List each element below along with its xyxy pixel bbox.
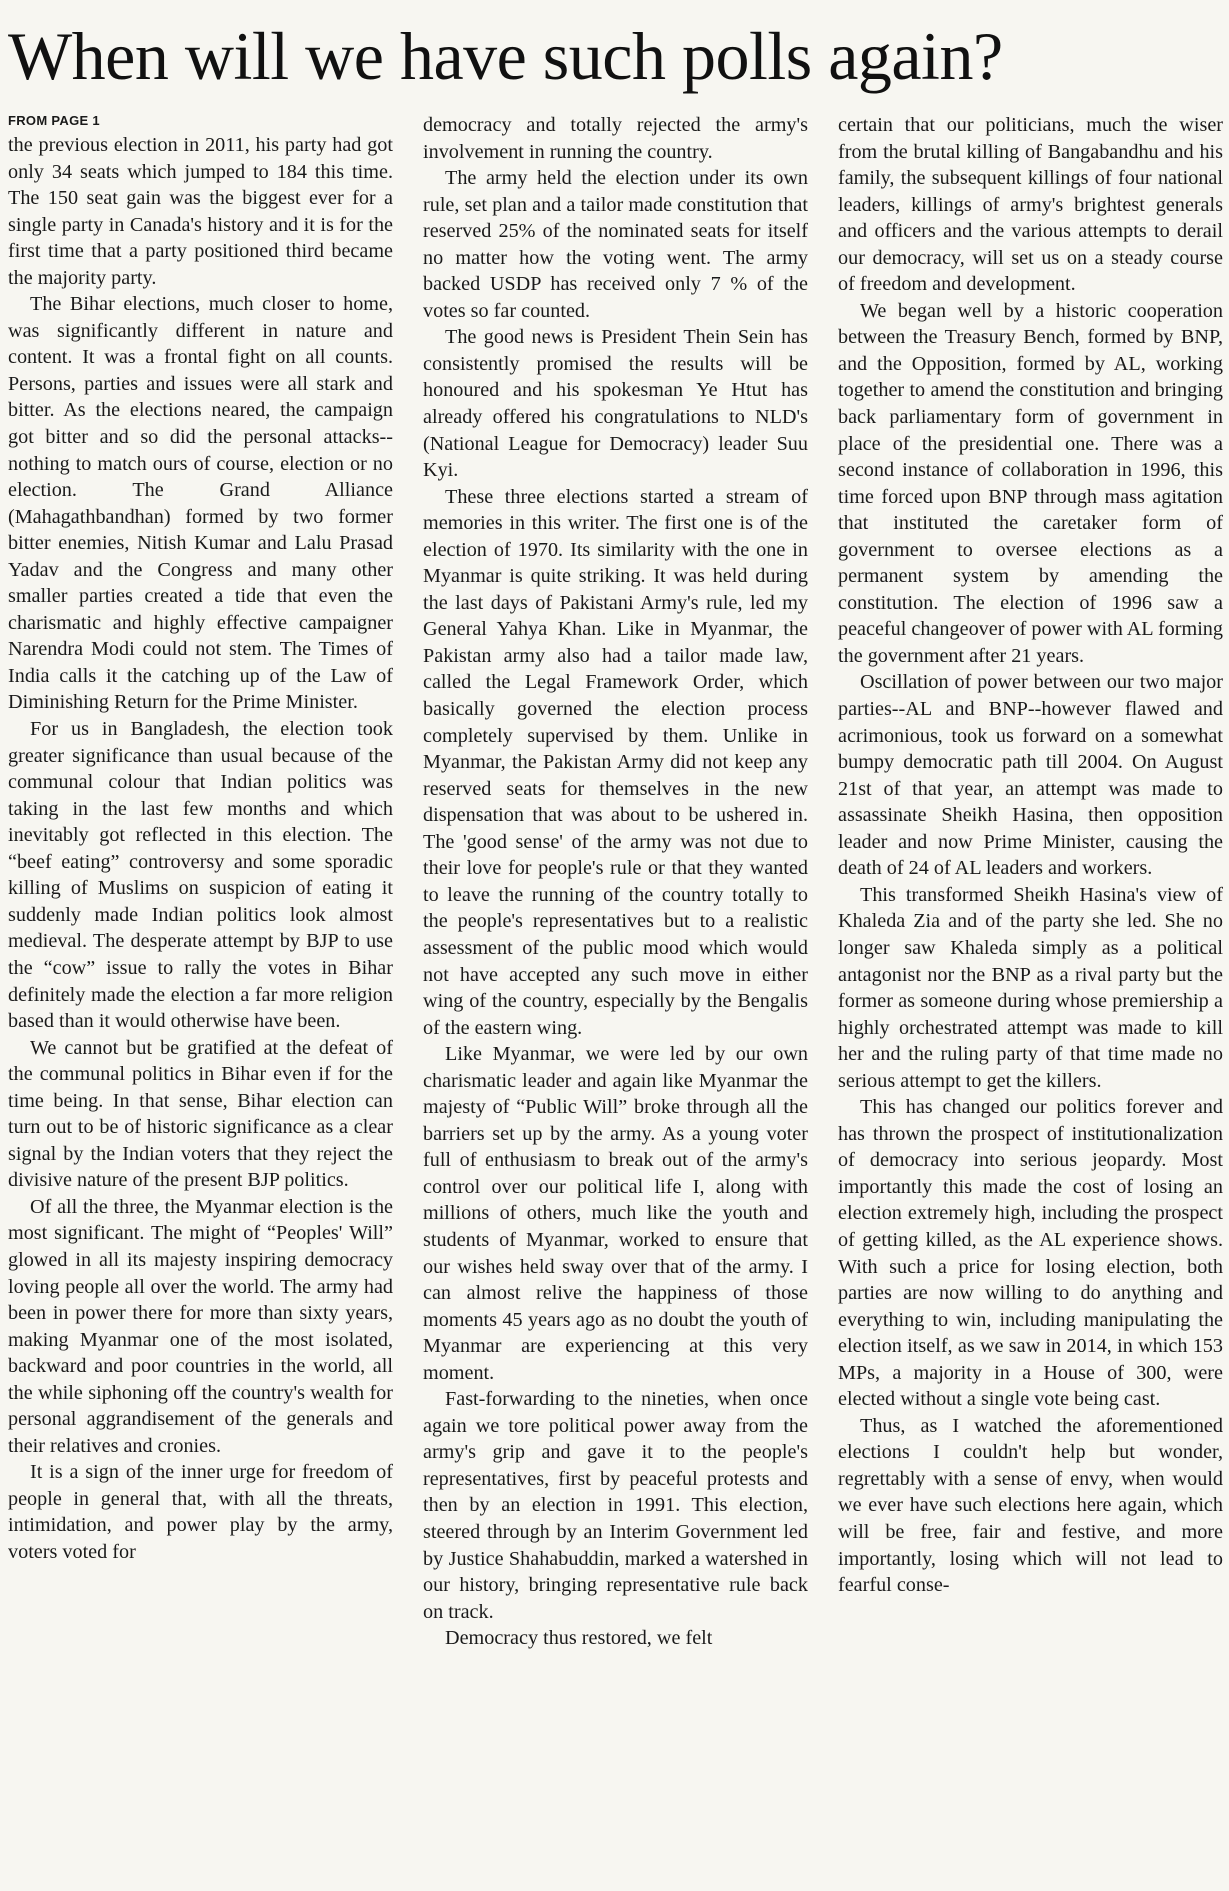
paragraph: We began well by a historic cooperation between the Treasury Bench, formed by BNP, and the Opposition, formed by AL, working together to amend the constitution and bringing back parliamentary form of government in place of the presidential one. There was a second instance of collaboration in 1996, this time forced upon BNP through mass agitation that instituted the caretaker form of government to oversee elections as a permanent system by amending the constitution. The election of 1996 saw a peaceful changeover of power with AL forming the government after 21 years. [838,299,1223,667]
paragraph: This has changed our politics forever and has thrown the prospect of institutionalization of democracy into serious jeopardy. Most importantly this made the cost of losing an election extremely high, including the prospect of getting killed, as the AL experience shows. With such a price for losing election, both parties are now willing to do anything and everything to win, including manipulating the election itself, as we saw in 2014, in which 153 MPs, a majority in a House of 300, were elected without a single vote being cast. [838,1096,1223,1411]
column-1 [8,112,393,1891]
paragraph: Oscillation of power between our two major parties--AL and BNP--however flawed and acrimonious, took us forward on a somewhat bumpy democratic path till 2004. On August 21st of that year, an attempt was made to assassinate Sheikh Hasina, then opposition leader and now Prime Minister, causing the death of 24 of AL leaders and workers. [838,671,1223,880]
paragraph: certain that our politicians, much the wiser from the brutal killing of Bangabandhu and his family, the subsequent killings of four national leaders, killings of army's brightest generals and officers and the various attempts to derail our democracy, will set us on a steady course of freedom and development. [838,114,1223,296]
article-body [8,112,1223,1891]
paragraph: Democracy thus restored, we felt [445,1627,713,1650]
continuation-kicker: FROM PAGE 1 [8,113,100,128]
paragraph: These three elections started a stream of memories in this writer. The first one is of the election of 1970. Its similarity with the one in Myanmar is quite striking. It was held during the last days of Pakistani Army's rule, led my General Yahya Khan. Like in Myanmar, the Pakistan army also had a tailor made law, called the Legal Framework Order, which basically governed the election process completely supervised by them. Unlike in Myanmar, the Pakistan Army did not keep any reserved seats for themselves in the new dispensation that was about to be ushered in. The 'good sense' of the army was not due to their love for people's rule or that they wanted to leave the running of the country totally to the people's representatives but to a realistic assessment of the public mood which would not have accepted any such move in either wing of the country, especially by the Bengalis of the eastern wing. [423,485,808,1039]
headline: When will we have such polls again? [8,18,1003,94]
paragraph: Of all the three, the Myanmar election is the most significant. The might of “Peoples' Will” glowed in all its majesty inspiring democracy loving people all over the world. The army had been in power there for more than sixty years, making Myanmar one of the most isolated, backward and poor countries in the world, all the while siphoning off the country's wealth for personal aggrandisement of the generals and their relatives and cronies. [8,1195,393,1457]
paragraph: Thus, as I watched the aforementioned elections I couldn't help but wonder, regrettably with a sense of envy, when would we ever have such elections here again, which will be free, fair and festive, and more importantly, losing which will not lead to fearful conse- [838,1414,1223,1597]
paragraph: The Bihar elections, much closer to home, was significantly different in nature and content. It was a frontal fight on all counts. Persons, parties and issues were all stark and bitter. As the elections neared, the campaign got bitter and so did the personal attacks--nothing to match ours of course, election or no election. The Grand Alliance (Mahagathbandhan) formed by two former bitter enemies, Nitish Kumar and Lalu Prasad Yadav and the Congress and many other smaller parties created a tide that even the charismatic and highly effective campaigner Narendra Modi could not stem. The Times of India calls it the catching up of the Law of Diminishing Return for the Prime Minister. [8,293,393,714]
paragraph: The army held the election under its own rule, set plan and a tailor made constitution that reserved 25% of the nominated seats for itself no matter how the voting went. The army backed USDP has received only 7 % of the votes so far counted. [423,167,808,322]
paragraph: For us in Bangladesh, the election took greater significance than usual because of the communal colour that Indian politics was taking in the last few months and which inevitably got reflected in this election. The “beef eating” controversy and some sporadic killing of Muslims on suspicion of eating it suddenly made Indian politics look almost medieval. The desperate attempt by BJP to use the “cow” issue to rally the votes in Bihar definitely made the election a far more religion based than it would otherwise have been. [8,718,393,1033]
paragraph: The good news is President Thein Sein has consistently promised the results will be honoured and his spokesman Ye Htut has already offered his congratulations to NLD's (National League for Democracy) leader Suu Kyi. [423,326,808,482]
paragraph: We cannot but be gratified at the defeat of the communal politics in Bihar even if for the time being. In that sense, Bihar election can turn out to be of historic significance as a clear signal by the Indian voters that they reject the divisive nature of the present BJP politics. [8,1036,393,1192]
paragraph: This transformed Sheikh Hasina's view of Khaleda Zia and of the party she led. She no longer saw Khaleda simply as a political antagonist nor the BNP as a rival party but the former as someone during whose premiership a highly orchestrated attempt was made to kill her and the ruling party of that time made no serious attempt to get the killers. [838,883,1223,1092]
column-3 [838,112,1223,1891]
paragraph: the previous election in 2011, his party had got only 34 seats which jumped to 184 this time. The 150 seat gain was the biggest ever for a single party in Canada's history and it is for the first time that a party positioned third became the majority party. [8,134,393,289]
paragraph: Like Myanmar, we were led by our own charismatic leader and again like Myanmar the majesty of “Public Will” broke through all the barriers set up by the army. As a young voter full of enthusiasm to break out of the army's control over our political life I, along with millions of others, much like the youth and students of Myanmar, worked to ensure that our wishes held sway over that of the army. I can almost relive the happiness of those moments 45 years ago as no doubt the youth of Myanmar are experiencing at this very moment. [423,1043,808,1384]
column-2 [423,112,808,1891]
paragraph: It is a sign of the inner urge for freedom of people in general that, with all the threats, intimidation, and power play by the army, voters voted for [8,1461,393,1563]
paragraph: Fast-forwarding to the nineties, when once again we tore political power away from the army's grip and gave it to the people's representatives, first by peaceful protests and then by an election in 1991. This election, steered through by an Interim Government led by Justice Shahabuddin, marked a watershed in our history, bringing representative rule back on track. [423,1388,808,1623]
paragraph: democracy and totally rejected the army's involvement in running the country. [423,114,808,163]
